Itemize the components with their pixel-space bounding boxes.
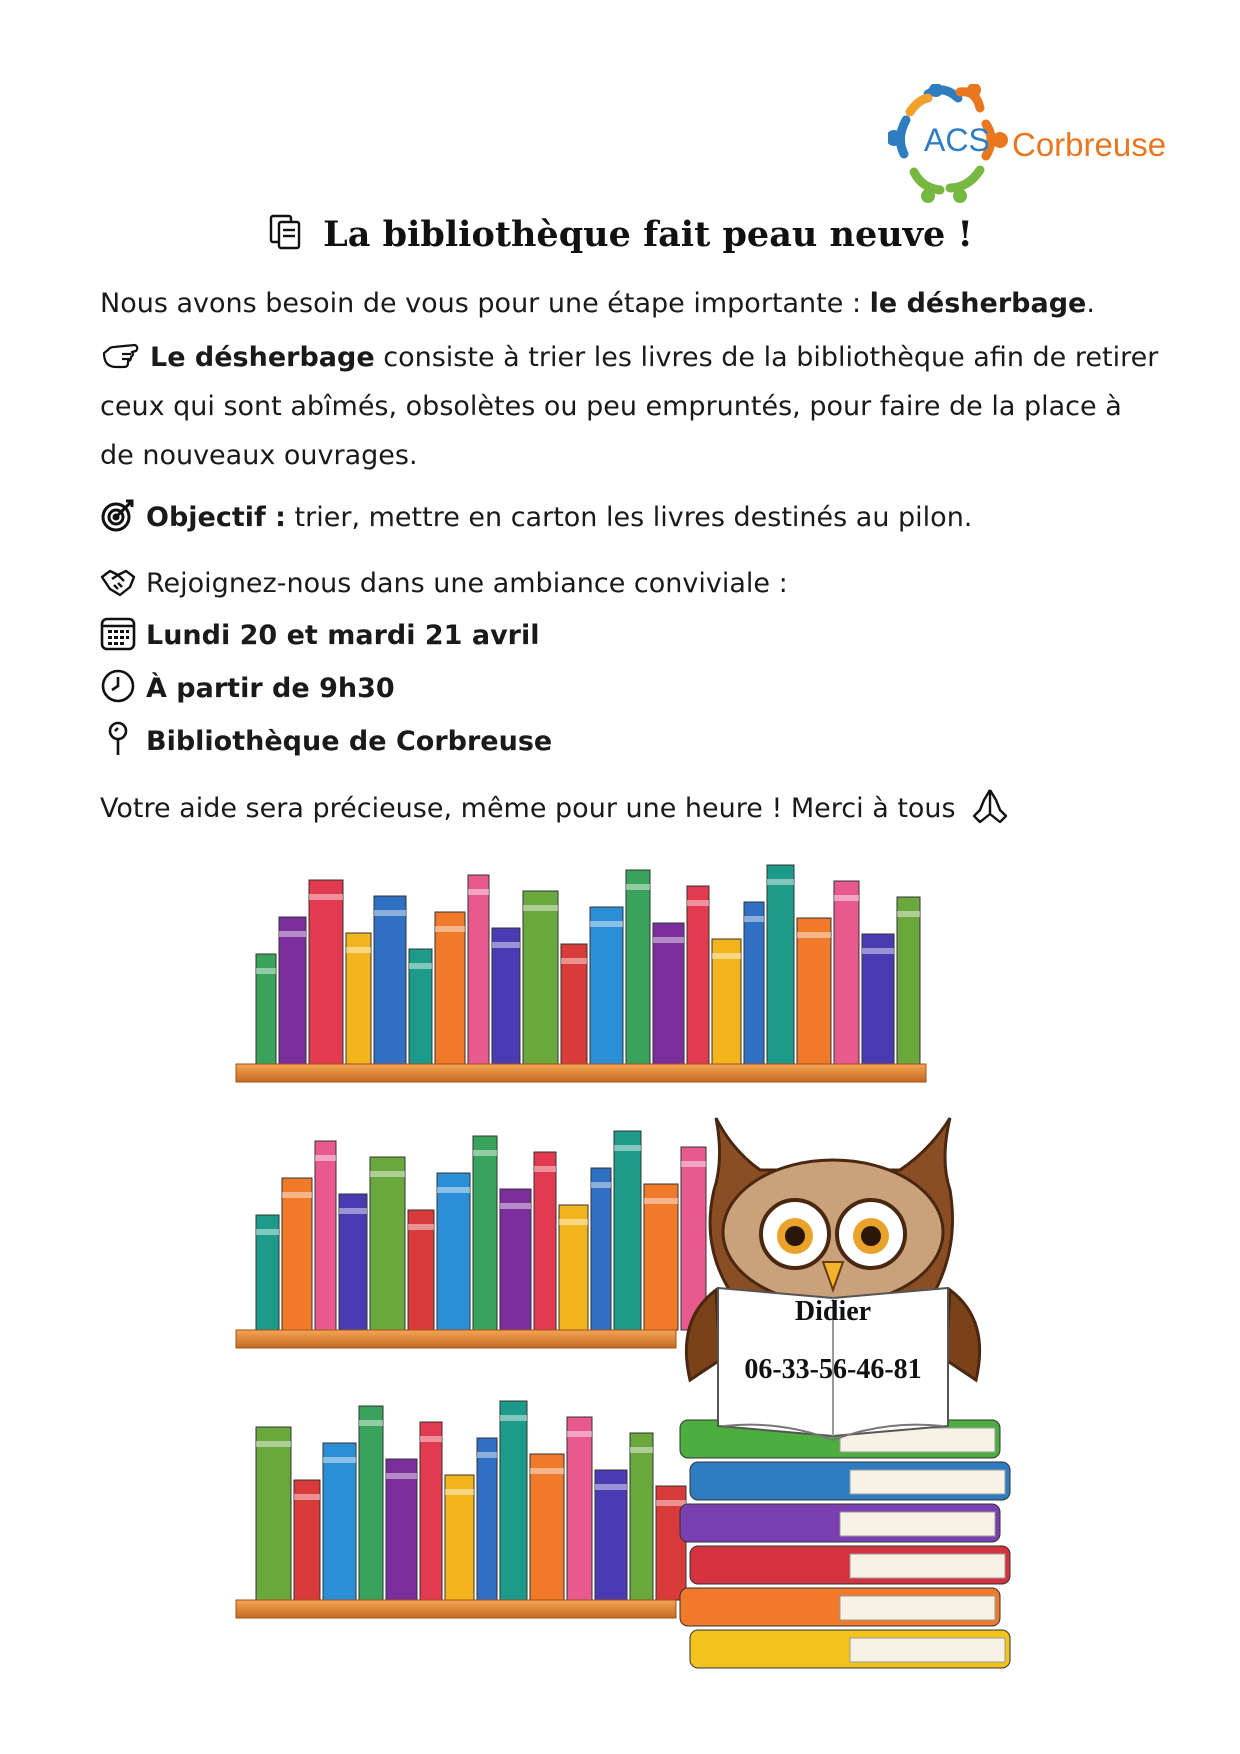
book-band xyxy=(386,1473,417,1479)
book-spine xyxy=(644,1184,678,1330)
book-band xyxy=(644,1198,678,1204)
book-band xyxy=(767,879,794,885)
objective-bold: Objectif : xyxy=(146,502,286,533)
book-spine xyxy=(626,870,650,1064)
book-band xyxy=(530,1468,564,1474)
book-spine xyxy=(386,1459,417,1600)
title-text: La bibliothèque fait peau neuve ! xyxy=(323,214,973,255)
book-spine xyxy=(591,1168,611,1330)
book-band xyxy=(862,948,894,954)
book-band xyxy=(374,910,406,916)
shelf-plank xyxy=(236,1600,676,1618)
book-band xyxy=(370,1171,405,1177)
book-band xyxy=(256,1441,291,1447)
book-band xyxy=(282,1192,312,1198)
book-band xyxy=(409,963,432,969)
shelf-plank xyxy=(236,1330,676,1348)
logo-left-text: ACS xyxy=(924,122,990,158)
book-band xyxy=(797,932,831,938)
book-band xyxy=(834,895,859,901)
owl-illustration xyxy=(686,1118,979,1440)
book-spine xyxy=(374,896,406,1064)
book-spine xyxy=(797,918,831,1064)
book-band xyxy=(656,1500,686,1506)
book-band xyxy=(315,1155,336,1161)
book-band xyxy=(477,1452,497,1458)
book-spine xyxy=(473,1136,497,1330)
stacked-book-pages xyxy=(840,1512,995,1536)
book-spine xyxy=(279,917,306,1064)
book-spine xyxy=(315,1141,336,1330)
book-band xyxy=(256,1229,279,1235)
book-band xyxy=(630,1447,653,1453)
book-band xyxy=(435,926,465,932)
book-band xyxy=(473,1150,497,1156)
book-band xyxy=(614,1145,641,1151)
book-spine xyxy=(309,880,343,1064)
book-band xyxy=(492,942,520,948)
book-band xyxy=(559,1219,588,1225)
book-band xyxy=(309,894,343,900)
stacked-book-pages xyxy=(850,1554,1005,1578)
book-spine xyxy=(339,1194,367,1330)
logo-right-text: Corbreuse xyxy=(1012,126,1167,163)
book-band xyxy=(500,1415,527,1421)
book-band xyxy=(279,931,306,937)
book-band xyxy=(437,1187,470,1193)
definition-text: consiste à trier les livres de la bibliothèque afin de retirer ceux qui sont abîmés, obsolètes ou peu empruntés, pour faire de la place à de nouveaux ouvrages. xyxy=(100,342,1159,471)
date-text: Lundi 20 et mardi 21 avril xyxy=(146,620,540,651)
place-text: Bibliothèque de Corbreuse xyxy=(146,726,553,757)
book-band xyxy=(897,911,920,917)
book-spine xyxy=(590,907,623,1064)
book-band xyxy=(681,1161,706,1167)
intro-end: . xyxy=(1086,288,1095,319)
book-spine xyxy=(630,1433,653,1600)
book-spine xyxy=(370,1157,405,1330)
book-band xyxy=(468,889,489,895)
book-spine xyxy=(614,1131,641,1330)
book-spine xyxy=(567,1417,592,1600)
time-text: À partir de 9h30 xyxy=(146,673,395,704)
intro-text: Nous avons besoin de vous pour une étape importante : xyxy=(100,288,870,319)
book-band xyxy=(500,1203,531,1209)
stacked-book-pages xyxy=(840,1596,995,1620)
book-band xyxy=(408,1224,434,1230)
book-spine xyxy=(653,923,684,1064)
book-spine xyxy=(435,912,465,1064)
book-spine xyxy=(323,1443,356,1600)
intro-bold: le désherbage xyxy=(869,288,1087,319)
book-spine xyxy=(834,881,859,1064)
contact-name: Didier xyxy=(794,1296,872,1327)
book-spine xyxy=(500,1189,531,1330)
book-band xyxy=(445,1489,474,1495)
definition-bold: Le désherbage xyxy=(150,342,375,373)
book-band xyxy=(687,900,709,906)
book-band xyxy=(567,1431,592,1437)
stacked-book-pages xyxy=(850,1470,1005,1494)
book-band xyxy=(523,905,558,911)
book-band xyxy=(420,1436,442,1442)
book-band xyxy=(712,953,741,959)
book-band xyxy=(359,1420,383,1426)
book-spine xyxy=(492,928,520,1064)
book-band xyxy=(626,884,650,890)
book-stack-illustration xyxy=(680,1420,1010,1668)
closing-text: Votre aide sera précieuse, même pour une heure ! Merci à tous xyxy=(100,793,956,824)
book-spine xyxy=(359,1406,383,1600)
book-spine xyxy=(437,1173,470,1330)
contact-phone: 06-33-56-46-81 xyxy=(744,1354,922,1385)
join-text: Rejoignez-nous dans une ambiance conviviale : xyxy=(146,568,788,599)
book-spine xyxy=(500,1401,527,1600)
book-spine xyxy=(767,865,794,1064)
book-band xyxy=(256,968,276,974)
book-spine xyxy=(534,1152,556,1330)
shelf-plank xyxy=(236,1064,926,1082)
book-band xyxy=(294,1494,320,1500)
book-spine xyxy=(687,886,709,1064)
book-spine xyxy=(477,1438,497,1600)
book-spine xyxy=(468,875,489,1064)
book-band xyxy=(595,1484,627,1490)
book-band xyxy=(744,916,764,922)
book-band xyxy=(590,921,623,927)
book-spine xyxy=(523,891,558,1064)
objective-text: trier, mettre en carton les livres destinés au pilon. xyxy=(285,502,973,533)
book-band xyxy=(591,1182,611,1188)
book-band xyxy=(346,947,371,953)
book-spine xyxy=(897,897,920,1064)
book-band xyxy=(534,1166,556,1172)
book-band xyxy=(339,1208,367,1214)
book-spine xyxy=(256,1427,291,1600)
book-spine xyxy=(282,1178,312,1330)
book-band xyxy=(323,1457,356,1463)
book-spine xyxy=(744,902,764,1064)
book-band xyxy=(561,958,587,964)
book-band xyxy=(653,937,684,943)
stacked-book-pages xyxy=(850,1638,1005,1662)
book-spine xyxy=(420,1422,442,1600)
book-spine xyxy=(530,1454,564,1600)
